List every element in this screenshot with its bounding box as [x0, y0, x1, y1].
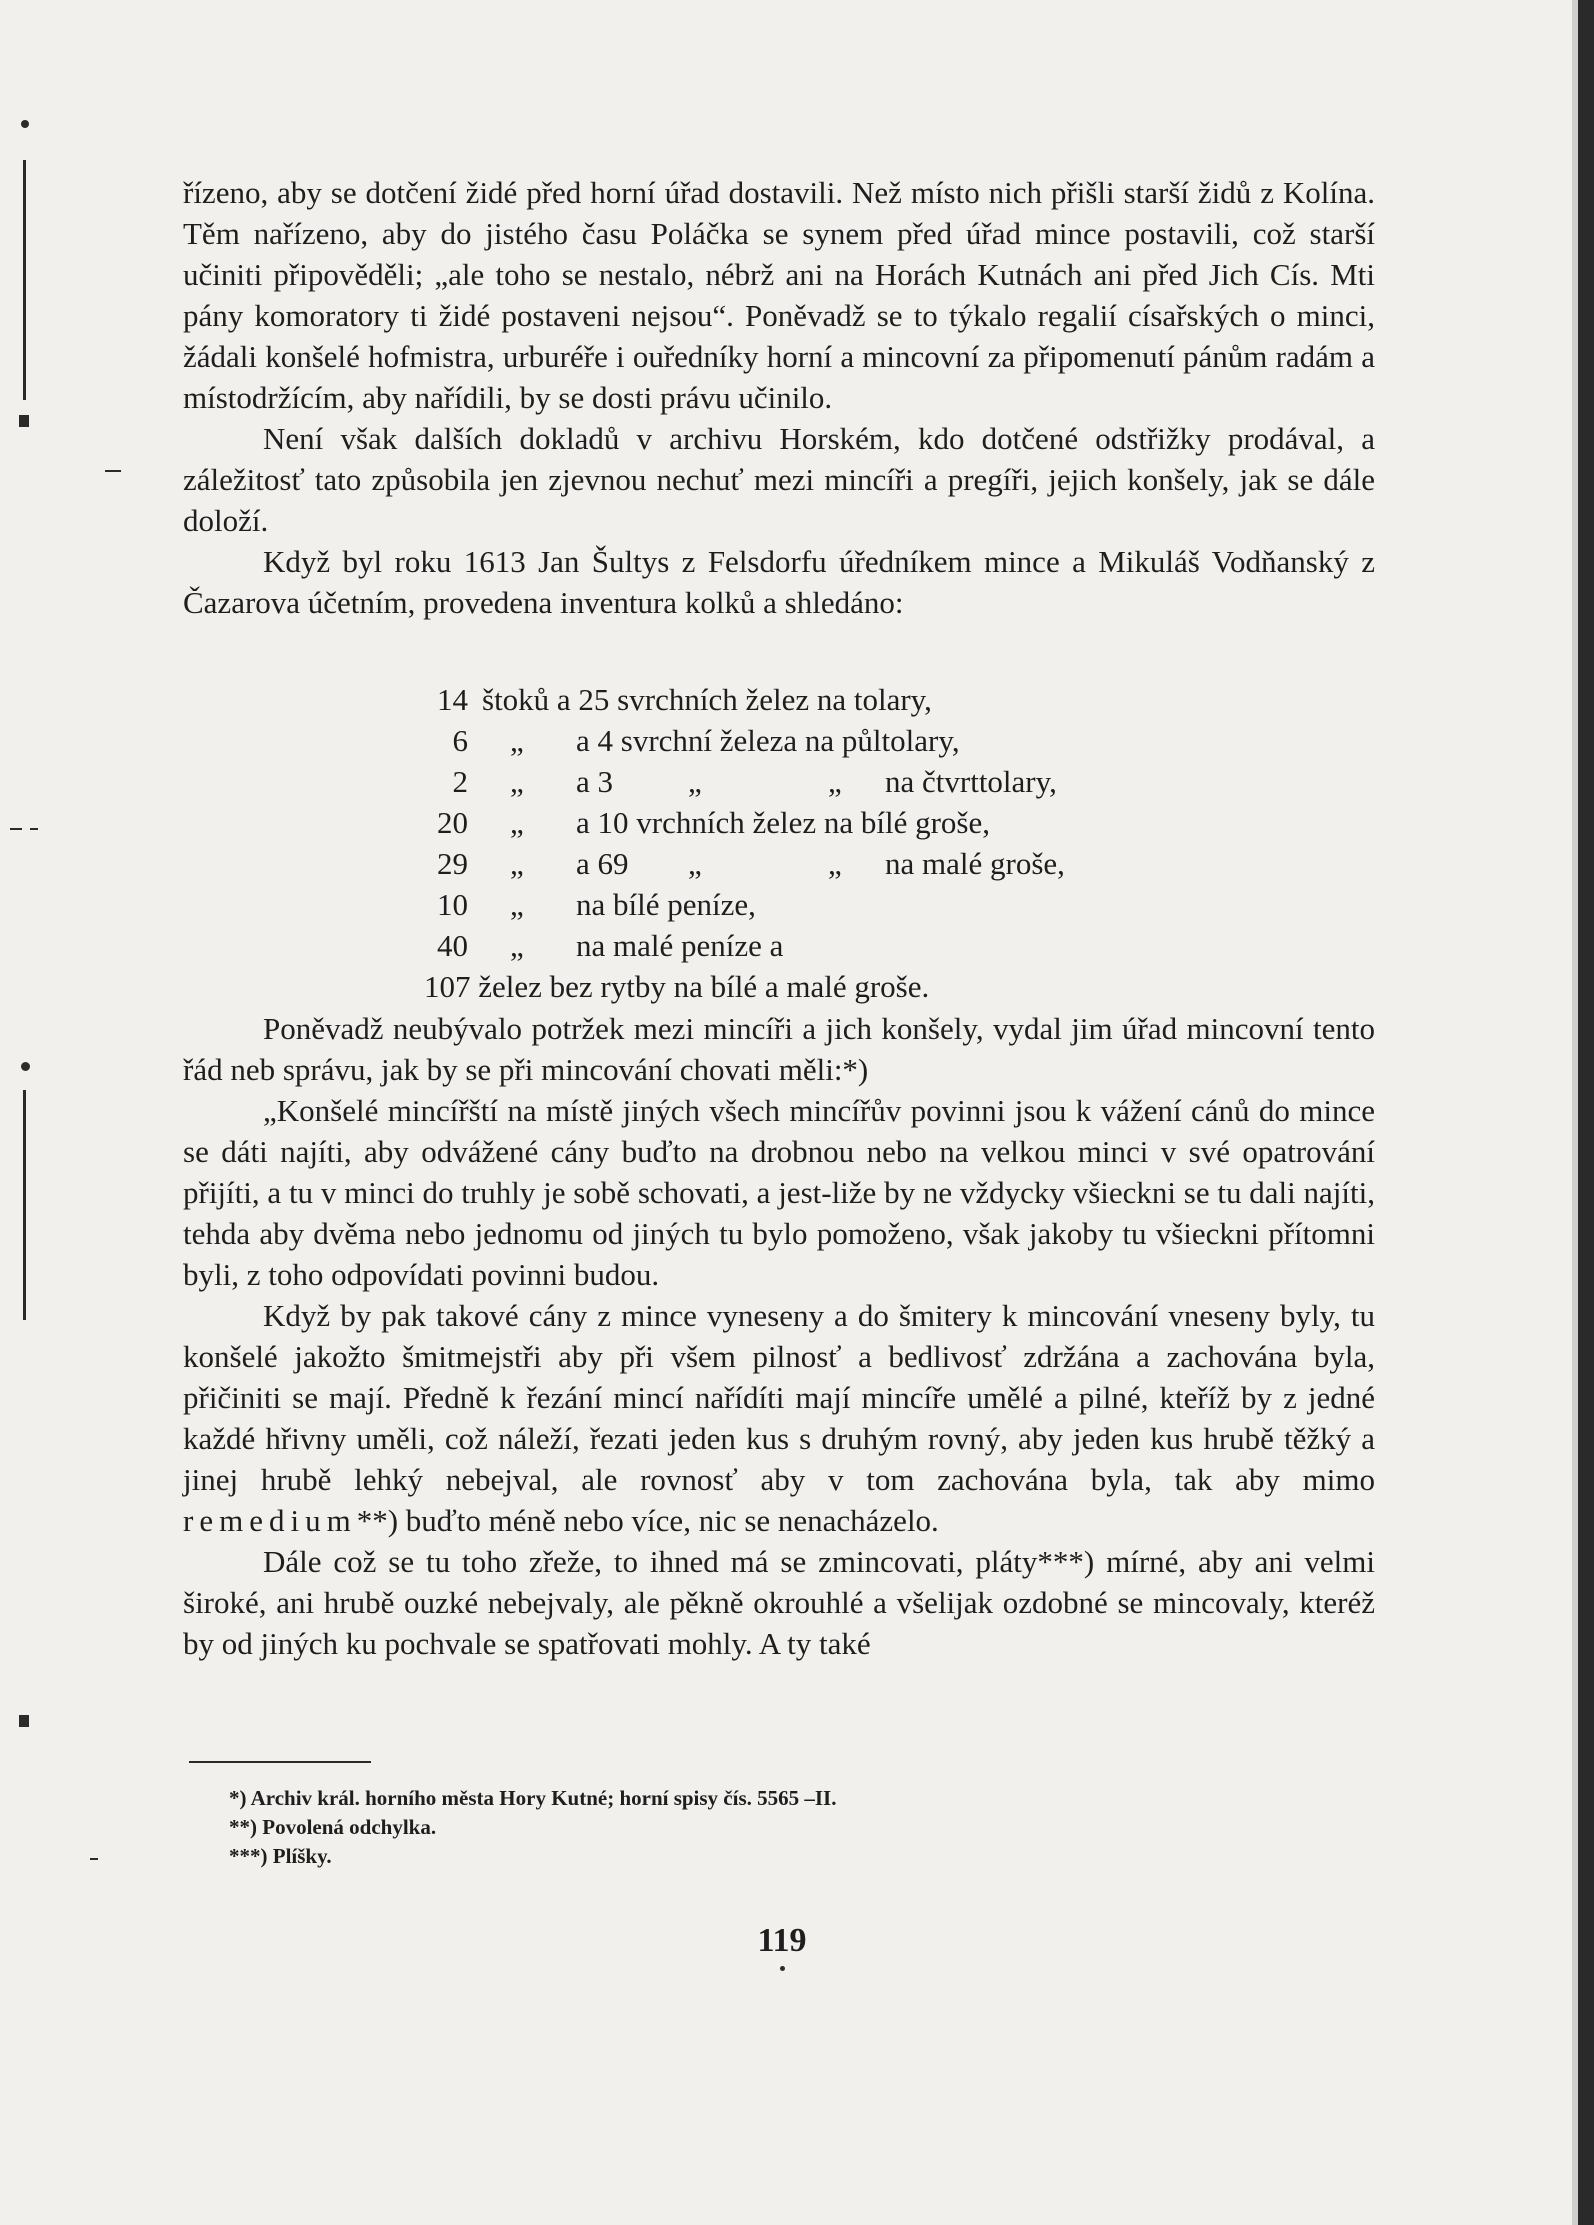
inventory-desc: na čtvrttolary,	[885, 764, 1057, 799]
margin-mark	[780, 1966, 785, 1971]
inventory-count: 2	[452, 764, 468, 799]
ditto-mark: „	[510, 887, 524, 922]
margin-mark	[30, 828, 38, 830]
paragraph: Poněvadž neubývalo potržek mezi mincíři a jich konšely, vydal jim úřad mincovní tento řád neb správu, jak by se při mincování chovati měli:*)	[183, 1011, 1375, 1087]
margin-mark	[10, 828, 22, 830]
footnote: **) Povolená odchylka.	[229, 1815, 437, 1839]
margin-mark	[21, 120, 29, 128]
ditto-mark: „	[510, 764, 524, 799]
ditto-mark: „	[688, 764, 702, 799]
page-edge-border	[1578, 0, 1594, 2225]
paragraph: Když byl roku 1613 Jan Šultys z Felsdorfu úředníkem mince a Mikuláš Vodňanský z Čazarova účetním, provedena inventura kolků a shledáno:	[183, 544, 1375, 620]
margin-mark	[21, 1062, 30, 1071]
inventory-count: 10	[437, 887, 468, 922]
inventory-desc: a 10 vrchních želez na bílé groše,	[576, 805, 991, 840]
paragraph	[183, 1295, 1375, 1541]
inventory-count: 6	[452, 723, 468, 758]
margin-mark	[90, 1858, 98, 1860]
inventory-desc: štoků a 25 svrchních želez na tolary,	[482, 682, 932, 717]
paragraph-text: Když by pak takové cány z mince vyneseny a do šmitery k mincování vneseny byly, tu konšelé jakožto šmitmejstři aby při všem pilnosť a bedlivosť zdržána a zachována byla, přičiniti se mají. Předně k řezání mincí nařídíti mají mincíře umělé a pilné, kteříž by z jedné každé hřivny uměli, což náleží, řezati jeden kus s druhým rovný, aby jeden kus hrubě těžký a jinej hrubě lehký nebejval, ale rovnosť aby v tom zachována byla, tak aby mimo	[183, 1298, 1375, 1497]
ditto-mark: „	[510, 723, 524, 758]
footnote: *) Archiv král. horního města Hory Kutné; horní spisy čís. 5565 –II.	[229, 1786, 837, 1810]
ditto-mark: „	[510, 846, 524, 881]
footnote: ***) Plíšky.	[229, 1844, 332, 1868]
page-number: 119	[757, 1922, 807, 1959]
body-text	[183, 172, 1375, 623]
margin-mark	[19, 415, 29, 427]
footnotes	[229, 1784, 836, 1871]
inventory-count: 20	[437, 805, 468, 840]
inventory-desc: na bílé peníze,	[576, 887, 756, 922]
ditto-mark: „	[828, 846, 842, 881]
inventory-desc: a 69	[576, 846, 629, 881]
paragraph-text: buďto méně nebo více, nic se nenacházelo.	[405, 1503, 939, 1538]
footnote-ref: **)	[356, 1503, 399, 1538]
ditto-mark: „	[828, 764, 842, 799]
paragraph: Dále což se tu toho zřeže, to ihned má se zmincovati, pláty***) mírné, aby ani velmi široké, ani hrubě ouzké nebejvaly, ale pěkně okrouhlé a všelijak ozdobné se mincovaly, kteréž by od jiných ku pochvale se spatřovati mohly. A ty také	[183, 1544, 1375, 1661]
paragraph: „Konšelé mincířští na místě jiných všech mincířův povinni jsou k vážení cánů do mince se dáti najíti, aby odvážené cány buďto na drobnou nebo na velkou minci v své opatrování přijíti, a tu v minci do truhly je sobě schovati, a jest-liže by ne vždycky všiecknі se tu dali najíti, tehda aby dvěma nebo jednomu od jiných tu bylo pomoženo, však jakoby tu všiecknі přítomni byli, z toho odpovídati povinni budou.	[183, 1093, 1375, 1292]
footnote-rule	[189, 1761, 371, 1763]
inventory-desc: na malé groše,	[885, 846, 1065, 881]
inventory-desc: a 4 svrchní železa na půltolary,	[576, 723, 960, 758]
margin-mark	[19, 1715, 29, 1727]
inventory-count: 40	[437, 928, 468, 963]
paragraph: řízeno, aby se dotčení židé před horní úřad dostavili. Než místo nich přišli starší židů z Kolína. Těm nařízeno, aby do jistého času Poláčka se synem před úřad mince postavili, což starší učiniti připověděli; „ale toho se nestalo, nébrž ani na Horách Kutnách ani před Jich Cís. Mti pány komoratory ti židé postaveni nejsou“. Poněvadž se to týkalo regalií císařských o minci, žádali konšelé hofmistra, urburéře i ouředníky horní a mincovní za připomenutí pánům radám a místodržícím, aby nařídili, by se dosti právu učinilo.	[183, 175, 1375, 415]
margin-mark	[23, 1090, 26, 1320]
inventory-desc: a 3	[576, 764, 614, 799]
inventory-count: 29	[437, 846, 468, 881]
inventory-count: 14	[437, 682, 468, 717]
ditto-mark: „	[510, 928, 524, 963]
ditto-mark: „	[688, 846, 702, 881]
inventory-desc: na malé peníze a	[576, 928, 784, 963]
ditto-mark: „	[510, 805, 524, 840]
paragraph: Není však dalších dokladů v archivu Horském, kdo dotčené odstřižky prodával, a záležitosť tato způsobila jen zjevnou nechuť mezi mincíři a pregíři, jejich konšely, jak se dále doloží.	[183, 421, 1375, 538]
inventory-desc: 107 želez bez rytby na bílé a malé groše.	[424, 969, 930, 1004]
spaced-term: remedium	[183, 1503, 357, 1538]
margin-mark	[105, 470, 121, 472]
margin-mark	[23, 160, 26, 400]
body-text-continued	[183, 1008, 1375, 1664]
